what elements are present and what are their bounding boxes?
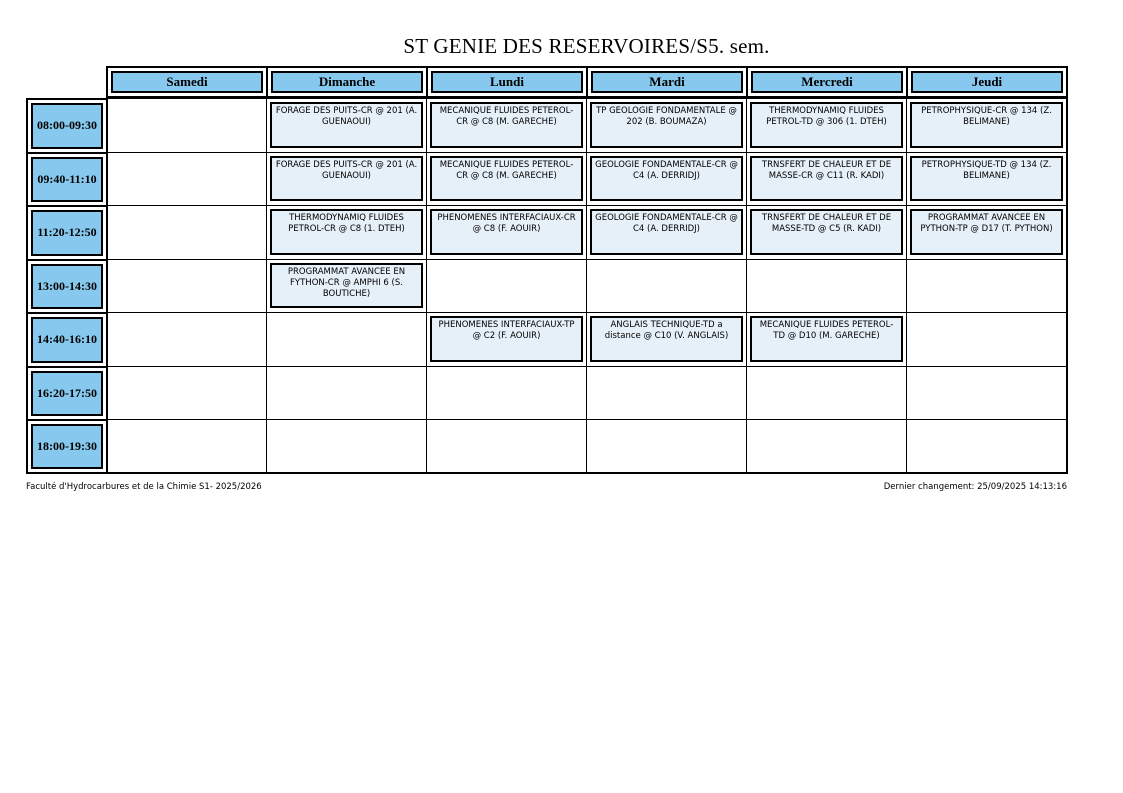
course-session[interactable]: PROGRAMMAT AVANCEE EN PYTHON-TP @ D17 (T. PYTHON) bbox=[910, 209, 1063, 255]
course-session[interactable]: PETROPHYSIQUE-CR @ 134 (Z. BELIMANE) bbox=[910, 102, 1063, 148]
course-session[interactable]: MECANIQUE FLUIDES PETEROL-CR @ C8 (M. GARECHE) bbox=[430, 156, 583, 202]
time-slot-label: 18:00-19:30 bbox=[31, 424, 103, 469]
course-session[interactable]: GEOLOGIE FONDAMENTALE-CR @ C4 (A. DERRIDJ) bbox=[590, 209, 743, 255]
course-session[interactable]: MECANIQUE FLUIDES PETEROL-CR @ C8 (M. GARECHE) bbox=[430, 102, 583, 148]
time-slot-4 bbox=[26, 312, 108, 366]
footer-faculty: Faculté d'Hydrocarbures et de la Chimie S1- 2025/2026 bbox=[26, 482, 262, 492]
course-session[interactable]: ANGLAIS TECHNIQUE-TD a distance @ C10 (V. ANGLAIS) bbox=[590, 316, 743, 362]
day-header-1 bbox=[266, 66, 426, 98]
course-session[interactable]: TRNSFERT DE CHALEUR ET DE MASSE-TD @ C5 (R. KADI) bbox=[750, 209, 903, 255]
course-session[interactable]: THERMODYNAMIQ FLUIDES PETROL-TD @ 306 (1. DTEH) bbox=[750, 102, 903, 148]
course-session[interactable]: TP GEOLOGIE FONDAMENTALE @ 202 (B. BOUMAZA) bbox=[590, 102, 743, 148]
time-slot-label: 13:00-14:30 bbox=[31, 264, 103, 310]
course-session[interactable]: PETROPHYSIQUE-TD @ 134 (Z. BELIMANE) bbox=[910, 156, 1063, 202]
course-session[interactable]: THERMODYNAMIQ FLUIDES PETROL-CR @ C8 (1. DTEH) bbox=[270, 209, 423, 255]
day-header-label: Mercredi bbox=[751, 71, 903, 93]
time-slot-label: 16:20-17:50 bbox=[31, 371, 103, 417]
day-header-label: Lundi bbox=[431, 71, 583, 93]
day-header-5 bbox=[906, 66, 1068, 98]
day-header-label: Dimanche bbox=[271, 71, 423, 93]
course-session[interactable]: PHENOMENES INTERFACIAUX-TP @ C2 (F. AOUIR) bbox=[430, 316, 583, 362]
time-slot-3 bbox=[26, 259, 108, 313]
time-slot-6 bbox=[26, 419, 108, 474]
day-header-label: Jeudi bbox=[911, 71, 1063, 93]
footer-last-change: Dernier changement: 25/09/2025 14:13:16 bbox=[883, 482, 1067, 492]
course-session[interactable]: TRNSFERT DE CHALEUR ET DE MASSE-CR @ C11 (R. KADI) bbox=[750, 156, 903, 202]
time-slot-label: 08:00-09:30 bbox=[31, 103, 103, 149]
time-slot-1 bbox=[26, 152, 108, 206]
course-session[interactable]: FORAGE DES PUITS-CR @ 201 (A. GUENAOUI) bbox=[270, 156, 423, 202]
course-session[interactable]: FORAGE DES PUITS-CR @ 201 (A. GUENAOUI) bbox=[270, 102, 423, 148]
timetable bbox=[26, 66, 1068, 474]
day-header-0 bbox=[106, 66, 266, 98]
time-slot-label: 09:40-11:10 bbox=[31, 157, 103, 203]
day-header-label: Samedi bbox=[111, 71, 263, 93]
course-session[interactable]: PROGRAMMAT AVANCEE EN FYTHON-CR @ AMPHI 6 (S. BOUTICHE) bbox=[270, 263, 423, 309]
course-session[interactable]: PHENOMENES INTERFACIAUX-CR @ C8 (F. AOUIR) bbox=[430, 209, 583, 255]
time-slot-label: 14:40-16:10 bbox=[31, 317, 103, 363]
day-header-2 bbox=[426, 66, 586, 98]
day-header-label: Mardi bbox=[591, 71, 743, 93]
time-slot-2 bbox=[26, 205, 108, 259]
page-title: ST GENIE DES RESERVOIRES/S5. sem. bbox=[403, 34, 770, 58]
course-session[interactable]: GEOLOGIE FONDAMENTALE-CR @ C4 (A. DERRIDJ) bbox=[590, 156, 743, 202]
time-slot-label: 11:20-12:50 bbox=[31, 210, 103, 256]
course-session[interactable]: MECANIQUE FLUIDES PETEROL-TD @ D10 (M. GARECHE) bbox=[750, 316, 903, 362]
day-header-4 bbox=[746, 66, 906, 98]
day-header-3 bbox=[586, 66, 746, 98]
timetable-border bbox=[106, 98, 1068, 474]
time-slot-0 bbox=[26, 98, 108, 152]
time-slot-5 bbox=[26, 366, 108, 420]
